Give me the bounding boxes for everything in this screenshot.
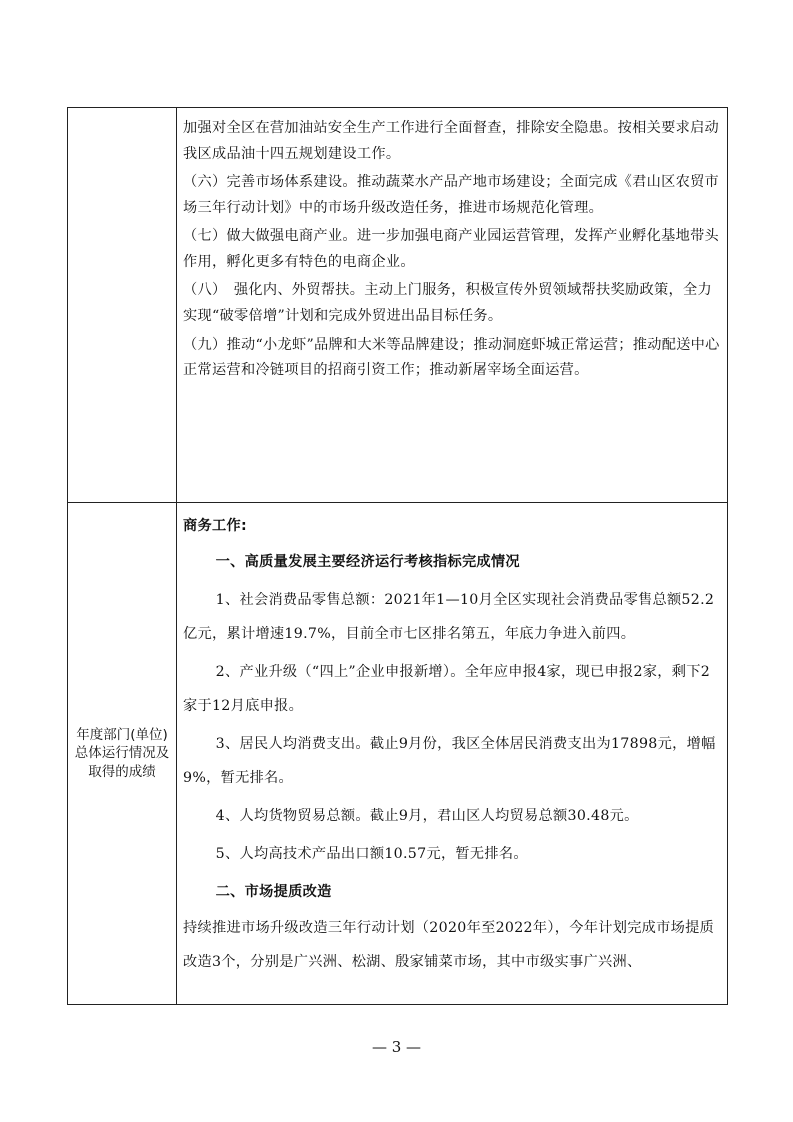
work-plan-content: [177, 108, 727, 384]
list-item: 4、人均货物贸易总额。截止9月，君山区人均贸易总额30.48元。: [215, 808, 639, 824]
table-row: [68, 503, 728, 1005]
report-table: [67, 107, 728, 1005]
row-content-cell: [177, 108, 728, 503]
page-number: — 3 —: [371, 1038, 422, 1056]
paragraph: （九）推动“小龙虾”品牌和大米等品牌建设；推动洞庭虾城正常运营；推动配送中心正常运营和冷链项目的招商引资工作；推动新屠宰场全面运营。: [183, 336, 720, 379]
paragraph: （七）做大做强电商产业。进一步加强电商产业园运营管理，发挥产业孵化基地带头作用，孵化更多有特色的电商企业。: [183, 228, 720, 270]
row-content-cell: [177, 503, 728, 1005]
table-row: [68, 108, 728, 503]
section-heading: 二、市场提质改造: [215, 884, 332, 900]
achievements-content: [177, 503, 727, 979]
paragraph: 加强对全区在营加油站安全生产工作进行全面督查，排除安全隐患。按相关要求启动我区成品油十四五规划建设工作。: [183, 120, 720, 162]
row-label-cell: [68, 108, 177, 503]
paragraph: 持续推进市场升级改造三年行动计划（2020年至2022年），今年计划完成市场提质改造3个，分别是广兴洲、松湖、殷家铺菜市场，其中市级实事广兴洲、: [183, 920, 715, 970]
section-title: 商务工作:: [183, 518, 247, 534]
list-item: 5、人均高技术产品出口额10.57元，暂无排名。: [215, 846, 528, 862]
row-label: 年度部门(单位)总体运行情况及取得的成绩: [74, 727, 170, 780]
row-label-cell: [68, 503, 177, 1005]
list-item: 3、居民人均消费支出。截止9月份，我区全体居民消费支出为17898元，增幅9%，暂无排名。: [183, 736, 716, 786]
paragraph: （六）完善市场体系建设。推动蔬菜水产品产地市场建设；全面完成《君山区农贸市场三年行动计划》中的市场升级改造任务，推进市场规范化管理。: [183, 174, 720, 216]
paragraph: （八） 强化内、外贸帮扶。主动上门服务，积极宣传外贸领域帮扶奖励政策，全力实现“破零倍增”计划和完成外贸进出品目标任务。: [183, 282, 712, 324]
list-item: 1、社会消费品零售总额：2021年1—10月全区实现社会消费品零售总额52.2亿元，累计增速19.7%，目前全市七区排名第五，年底力争进入前四。: [183, 592, 715, 642]
list-item: 2、产业升级（“四上”企业申报新增）。全年应申报4家，现已申报2家，剩下2家于12月底申报。: [183, 664, 711, 714]
section-heading: 一、高质量发展主要经济运行考核指标完成情况: [215, 554, 520, 570]
